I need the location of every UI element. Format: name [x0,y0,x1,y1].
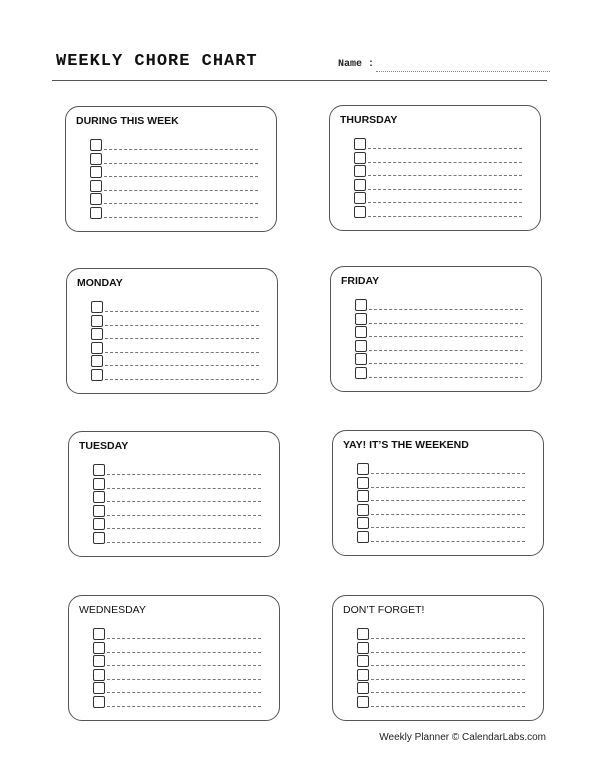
checkbox[interactable] [357,517,369,529]
checkbox[interactable] [357,490,369,502]
chore-line[interactable] [107,638,261,639]
chore-item[interactable] [355,477,525,491]
chore-line[interactable] [107,515,261,516]
chore-item[interactable] [91,491,261,505]
chore-item[interactable] [88,166,258,180]
chore-line[interactable] [107,474,261,475]
card-title: FRIDAY [341,275,380,287]
checklist [353,299,523,381]
footer-credit: Weekly Planner © CalendarLabs.com [379,732,546,743]
chore-line[interactable] [368,202,522,203]
checkbox[interactable] [354,165,366,177]
chore-line[interactable] [368,175,522,176]
checkbox[interactable] [91,355,103,367]
checkbox[interactable] [91,315,103,327]
page-title: WEEKLY CHORE CHART [56,52,258,71]
card-monday [66,268,278,394]
checklist [352,138,522,220]
checkbox[interactable] [91,369,103,381]
chore-line[interactable] [371,679,525,680]
chore-item[interactable] [353,299,523,313]
chore-line[interactable] [369,323,523,324]
chore-line[interactable] [107,528,261,529]
chore-item[interactable] [353,313,523,327]
chore-line[interactable] [368,216,522,217]
chore-line[interactable] [105,365,259,366]
chore-item[interactable] [353,326,523,340]
chore-line[interactable] [371,527,525,528]
chore-line[interactable] [105,352,259,353]
chore-item[interactable] [355,504,525,518]
chore-line[interactable] [105,325,259,326]
card-thursday [329,105,541,231]
card-title: THURSDAY [340,114,398,126]
chore-item[interactable] [355,463,525,477]
chore-line[interactable] [107,706,261,707]
chore-line[interactable] [371,473,525,474]
chore-line[interactable] [107,679,261,680]
checkbox[interactable] [357,531,369,543]
chore-line[interactable] [369,309,523,310]
chore-item[interactable] [89,342,259,356]
chore-item[interactable] [89,315,259,329]
chore-line[interactable] [371,487,525,488]
checkbox[interactable] [90,207,102,219]
chore-item[interactable] [89,328,259,342]
chore-line[interactable] [368,189,522,190]
checkbox[interactable] [354,192,366,204]
card-title: YAY! IT’S THE WEEKEND [343,439,469,451]
chore-item[interactable] [353,367,523,381]
checkbox[interactable] [93,518,105,530]
chore-item[interactable] [353,353,523,367]
checkbox[interactable] [93,505,105,517]
checkbox[interactable] [93,642,105,654]
checkbox[interactable] [93,628,105,640]
card-dont-forget [332,595,544,721]
chore-item[interactable] [91,478,261,492]
checkbox[interactable] [93,491,105,503]
checkbox[interactable] [357,682,369,694]
chore-item[interactable] [91,628,261,642]
chore-item[interactable] [355,642,525,656]
chore-line[interactable] [371,500,525,501]
chore-line[interactable] [107,692,261,693]
checkbox[interactable] [355,313,367,325]
checkbox[interactable] [355,299,367,311]
chore-item[interactable] [91,642,261,656]
chore-line[interactable] [371,541,525,542]
chore-line[interactable] [371,665,525,666]
checkbox[interactable] [357,504,369,516]
checkbox[interactable] [357,628,369,640]
chore-item[interactable] [355,669,525,683]
checkbox[interactable] [357,463,369,475]
chore-line[interactable] [107,542,261,543]
chore-line[interactable] [104,176,258,177]
checkbox[interactable] [90,180,102,192]
chore-line[interactable] [369,336,523,337]
chore-line[interactable] [369,350,523,351]
checkbox[interactable] [357,696,369,708]
checkbox[interactable] [90,166,102,178]
checkbox[interactable] [354,206,366,218]
chore-item[interactable] [88,153,258,167]
chore-item[interactable] [89,355,259,369]
chore-item[interactable] [91,532,261,546]
checkbox[interactable] [90,153,102,165]
checkbox[interactable] [93,682,105,694]
name-line[interactable] [376,71,550,72]
chore-line[interactable] [104,203,258,204]
chore-line[interactable] [368,148,522,149]
checklist [91,464,261,546]
card-title: WEDNESDAY [79,604,146,616]
checkbox[interactable] [355,367,367,379]
chore-item[interactable] [355,628,525,642]
chore-item[interactable] [352,179,522,193]
chore-item[interactable] [89,369,259,383]
checkbox[interactable] [93,464,105,476]
chore-line[interactable] [104,217,258,218]
checkbox[interactable] [93,669,105,681]
checkbox[interactable] [354,152,366,164]
chore-item[interactable] [91,682,261,696]
checkbox[interactable] [93,478,105,490]
chore-line[interactable] [104,190,258,191]
chore-item[interactable] [91,505,261,519]
chore-item[interactable] [355,517,525,531]
chore-line[interactable] [371,692,525,693]
chore-line[interactable] [107,488,261,489]
chore-item[interactable] [355,682,525,696]
chore-item[interactable] [355,696,525,710]
checkbox[interactable] [91,328,103,340]
chore-line[interactable] [104,149,258,150]
chore-line[interactable] [107,665,261,666]
chore-item[interactable] [91,518,261,532]
chore-item[interactable] [352,165,522,179]
checkbox[interactable] [91,342,103,354]
chore-line[interactable] [371,638,525,639]
chore-item[interactable] [91,464,261,478]
checkbox[interactable] [355,353,367,365]
chore-item[interactable] [91,655,261,669]
chore-line[interactable] [371,514,525,515]
chore-line[interactable] [371,652,525,653]
chore-item[interactable] [353,340,523,354]
chore-line[interactable] [105,379,259,380]
checkbox[interactable] [90,193,102,205]
checkbox[interactable] [357,642,369,654]
card-tuesday [68,431,280,557]
card-friday [330,266,542,392]
checklist [89,301,259,383]
chore-item[interactable] [88,207,258,221]
card-title: MONDAY [77,277,123,289]
checkbox[interactable] [357,477,369,489]
chore-line[interactable] [107,501,261,502]
card-title: DURING THIS WEEK [76,115,179,127]
card-wednesday [68,595,280,721]
checkbox[interactable] [93,696,105,708]
checkbox[interactable] [355,340,367,352]
card-weekend [332,430,544,556]
header-divider [52,80,547,81]
chore-item[interactable] [88,180,258,194]
chore-item[interactable] [352,152,522,166]
chore-item[interactable] [88,139,258,153]
checkbox[interactable] [357,655,369,667]
name-label: Name : [338,59,375,70]
checkbox[interactable] [93,655,105,667]
chore-item[interactable] [89,301,259,315]
chore-line[interactable] [369,377,523,378]
checklist [91,628,261,710]
chore-line[interactable] [104,163,258,164]
chore-line[interactable] [371,706,525,707]
checkbox[interactable] [355,326,367,338]
chore-item[interactable] [355,531,525,545]
chore-line[interactable] [105,311,259,312]
checklist [355,463,525,545]
chore-item[interactable] [355,490,525,504]
chore-item[interactable] [352,138,522,152]
chore-line[interactable] [107,652,261,653]
checklist [355,628,525,710]
checkbox[interactable] [354,138,366,150]
checkbox[interactable] [357,669,369,681]
card-title: DON’T FORGET! [343,604,425,616]
card-during-this-week [65,106,277,232]
checkbox[interactable] [91,301,103,313]
chore-item[interactable] [88,193,258,207]
card-title: TUESDAY [79,440,129,452]
checkbox[interactable] [93,532,105,544]
chore-item[interactable] [91,669,261,683]
checklist [88,139,258,221]
chore-item[interactable] [355,655,525,669]
chore-item[interactable] [91,696,261,710]
chore-item[interactable] [352,206,522,220]
checkbox[interactable] [90,139,102,151]
name-field[interactable] [336,59,550,75]
chore-item[interactable] [352,192,522,206]
chore-line[interactable] [369,363,523,364]
checkbox[interactable] [354,179,366,191]
chore-line[interactable] [368,162,522,163]
chore-line[interactable] [105,338,259,339]
